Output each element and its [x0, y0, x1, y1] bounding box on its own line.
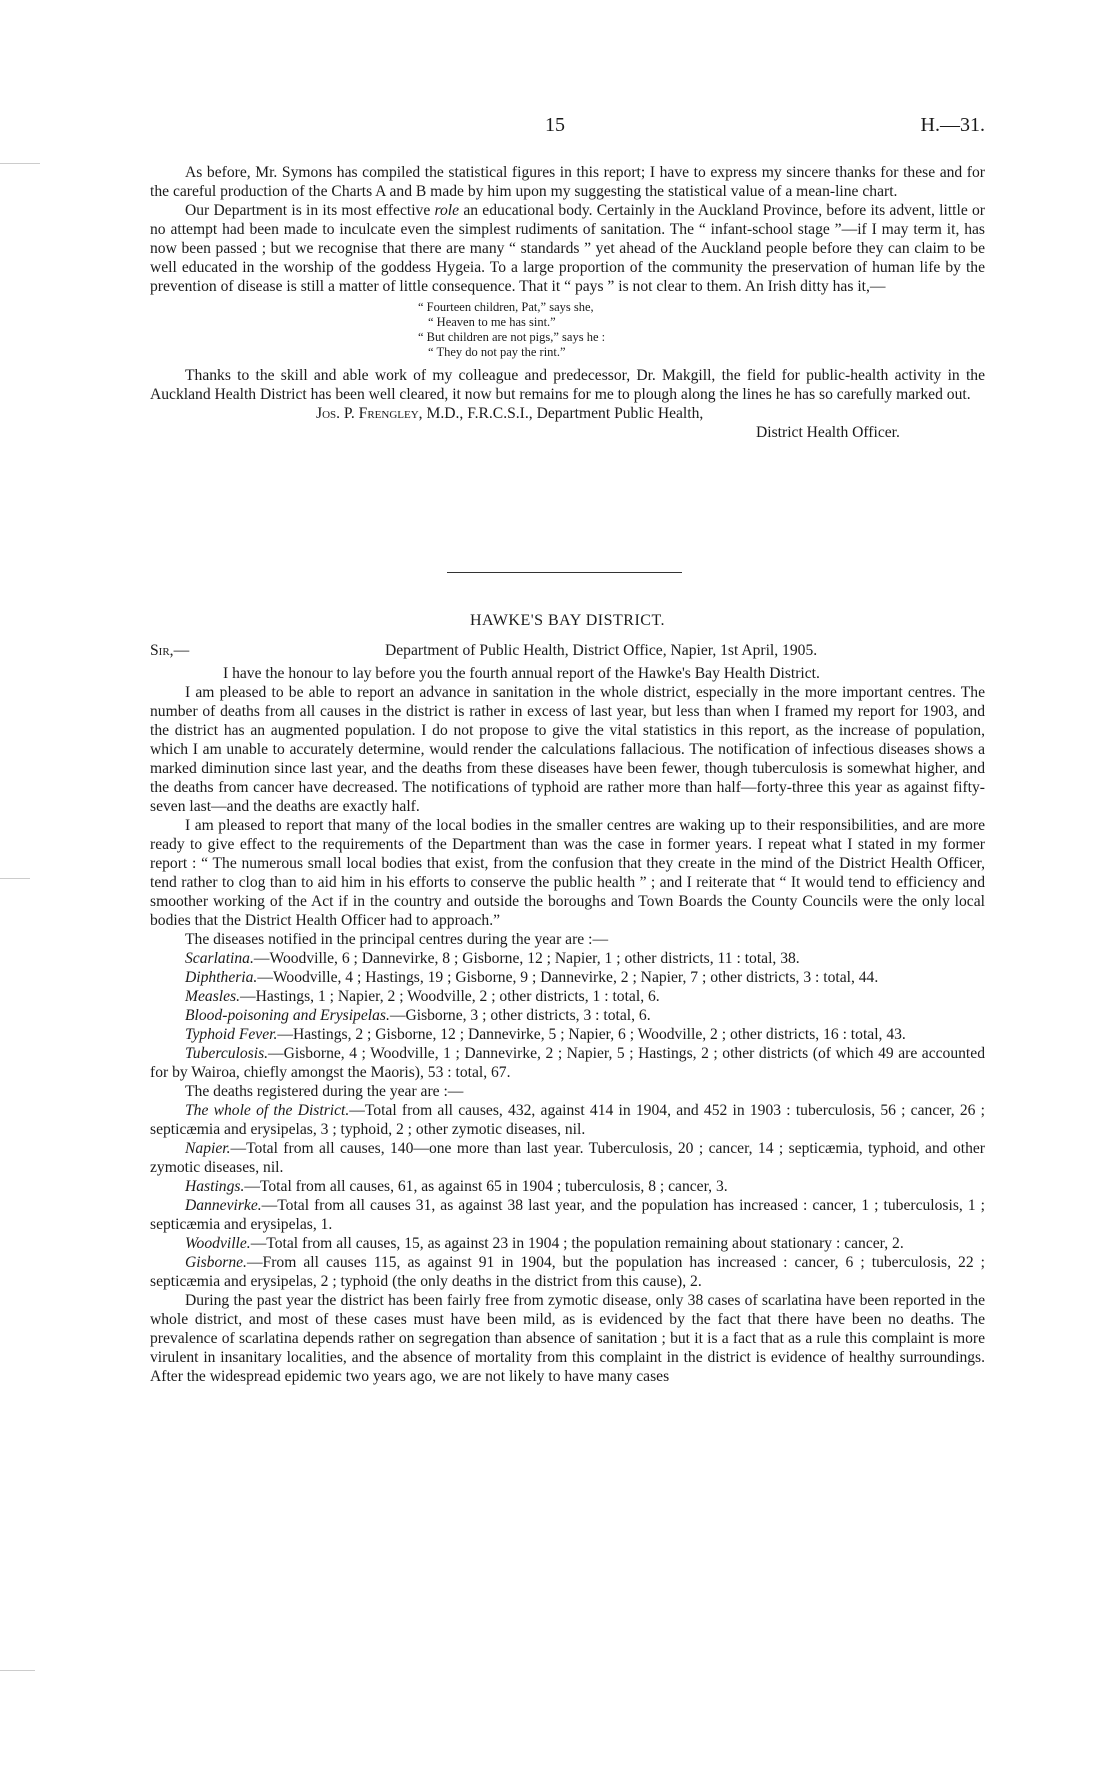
paragraph: As before, Mr. Symons has compiled the statistical figures in this report; I have to express my sincere thanks for these and for the careful production of the Charts A and B made by him upon my suggesting the statistical value of a mean-line chart.: [150, 164, 985, 200]
section-divider: [447, 572, 682, 573]
auckland-conclusion: [150, 163, 985, 442]
death-entry: Dannevirke.—Total from all causes 31, as against 38 last year, and the population has increased : cancer, 1 ; tuberculosis, 1 ; septicæmia and erysipelas, 1.: [150, 1197, 985, 1233]
poem-line: “ Fourteen children, Pat,” says she,: [418, 300, 594, 314]
disease-entry: Blood-poisoning and Erysipelas.—Gisborne, 3 ; other districts, 3 : total, 6.: [185, 1007, 651, 1024]
paragraph: The diseases notified in the principal centres during the year are :—: [185, 931, 609, 948]
scan-margin-mark: [0, 878, 30, 879]
paragraph: I am pleased to be able to report an advance in sanitation in the whole district, especially in the more important centres. The number of deaths from all causes in the district is rather in excess of last year, but less than when I framed my report for 1903, and the district has an augmented population. I do not propose to give the vital statistics in this report, as the increase of population, which I am unable to accurately determine, would render the calculations fallacious. The notification of infectious diseases shows a marked diminution since last year, and the deaths from these diseases have been fewer, though tuberculosis is somewhat higher, and the deaths from cancer have decreased. The notifications of typhoid are rather more than half—forty-three this year as against fifty-seven last—and the deaths are exactly half.: [150, 684, 985, 815]
poem-line: “ They do not pay the rint.”: [428, 345, 566, 359]
dateline: Department of Public Health, District Office, Napier, 1st April, 1905.: [385, 642, 818, 659]
irish-ditty: [150, 300, 985, 360]
poem-line: “ Heaven to me has sint.”: [428, 315, 556, 329]
death-entry: Hastings.—Total from all causes, 61, as against 65 in 1904 ; tuberculosis, 8 ; cancer, 3.: [185, 1178, 728, 1195]
paragraph: During the past year the district has been fairly free from zymotic disease, only 38 cases of scarlatina have been reported in the whole district, and most of these cases must have been mild, as is evidenced by the fact that there have been no deaths. The prevalence of scarlatina depends rather on segregation than absence of sanitation ; but it is a fact that as a rule this complaint is more virulent in insanitary localities, and the absence of mortality from this complaint in the district is evidence of healthy surroundings. After the widespread epidemic two years ago, we are not likely to have many cases: [150, 1292, 985, 1385]
scan-margin-mark: [0, 1670, 35, 1671]
page-number: 15: [545, 114, 565, 136]
disease-entry: Tuberculosis.—Gisborne, 4 ; Woodville, 1 ; Dannevirke, 2 ; Napier, 5 ; Hastings, 2 ; other districts (of which 49 are accounted for by Wairoa, chiefly amongst the Maoris), 53 : total, 67.: [150, 1045, 985, 1081]
page-header: [150, 114, 985, 142]
disease-entry: Measles.—Hastings, 1 ; Napier, 2 ; Woodville, 2 ; other districts, 1 : total, 6.: [185, 988, 660, 1005]
signature-line: Jos. P. Frengley, M.D., F.R.C.S.I., Department Public Health,: [316, 405, 704, 422]
section-title: HAWKE'S BAY DISTRICT.: [469, 612, 666, 629]
paragraph: Thanks to the skill and able work of my colleague and predecessor, Dr. Makgill, the field for public-health activity in the Auckland Health District has been well cleared, it now but remains for me to plough along the lines he has so carefully marked out.: [150, 367, 985, 403]
disease-entry: Scarlatina.—Woodville, 6 ; Dannevirke, 8 ; Gisborne, 12 ; Napier, 1 ; other districts, 11 : total, 38.: [185, 950, 800, 967]
hawkes-bay-report: [150, 664, 985, 1386]
death-entry: Gisborne.—From all causes 115, as against 91 in 1904, but the population has increased : cancer, 6 ; tuberculosis, 22 ; septicæmia and erysipelas, 2 ; typhoid (the only deaths in the district from this cause), 2.: [150, 1254, 985, 1290]
scan-margin-mark: [0, 163, 40, 164]
death-entry: Napier.—Total from all causes, 140—one more than last year. Tuberculosis, 20 ; cancer, 14 ; septicæmia, typhoid, and other zymotic diseases, nil.: [150, 1140, 985, 1176]
document-reference: H.—31.: [920, 114, 985, 136]
death-entry: The whole of the District.—Total from all causes, 432, against 414 in 1904, and 452 in 1903 : tuberculosis, 56 ; cancer, 26 ; septicæmia and erysipelas, 3 ; typhoid, 2 ; other zymotic diseases, nil.: [150, 1102, 985, 1138]
signature-title: District Health Officer.: [756, 424, 900, 441]
death-entry: Woodville.—Total from all causes, 15, as against 23 in 1904 ; the population remaining about stationary : cancer, 2.: [185, 1235, 904, 1252]
disease-entry: Diphtheria.—Woodville, 4 ; Hastings, 19 ; Gisborne, 9 ; Dannevirke, 2 ; Napier, 7 ; other districts, 3 : total, 44.: [185, 969, 879, 986]
paragraph: I am pleased to report that many of the local bodies in the smaller centres are waking up to their responsibilities, and are more ready to give effect to the requirements of the Department than was the case in former years. I repeat what I stated in my former report : “ The numerous small local bodies that exist, from the confusion that they create in the mind of the District Health Officer, tend rather to clog than to aid him in his efforts to conserve the public health ” ; and I reiterate that “ It would tend to efficiency and smoother working of the Act if in the country and outside the boroughs and Town Boards the County Councils were the only local bodies that the District Health Officer had to approach.”: [150, 817, 985, 929]
paragraph: Our Department is in its most effective role an educational body. Certainly in the Auckland Province, before its advent, little or no attempt had been made to inculcate even the simplest rudiments of sanitation. The “ infant-school stage ”—if I may term it, has now been passed ; but we recognise that there are many “ standards ” yet ahead of the Auckland people before they can claim to be well educated in the worship of the goddess Hygeia. To a large proportion of the community the preservation of human life by the prevention of disease is still a matter of little consequence. That it “ pays ” is not clear to them. An Irish ditty has it,—: [150, 202, 985, 295]
salutation-line: [150, 642, 985, 662]
paragraph: I have the honour to lay before you the fourth annual report of the Hawke's Bay Health District.: [223, 665, 820, 682]
disease-entry: Typhoid Fever.—Hastings, 2 ; Gisborne, 12 ; Dannevirke, 5 ; Napier, 6 ; Woodville, 2 ; other districts, 16 : total, 43.: [185, 1026, 906, 1043]
poem-line: “ But children are not pigs,” says he :: [418, 330, 606, 344]
salutation: Sir,—: [150, 642, 190, 659]
paragraph: The deaths registered during the year are :—: [185, 1083, 464, 1100]
